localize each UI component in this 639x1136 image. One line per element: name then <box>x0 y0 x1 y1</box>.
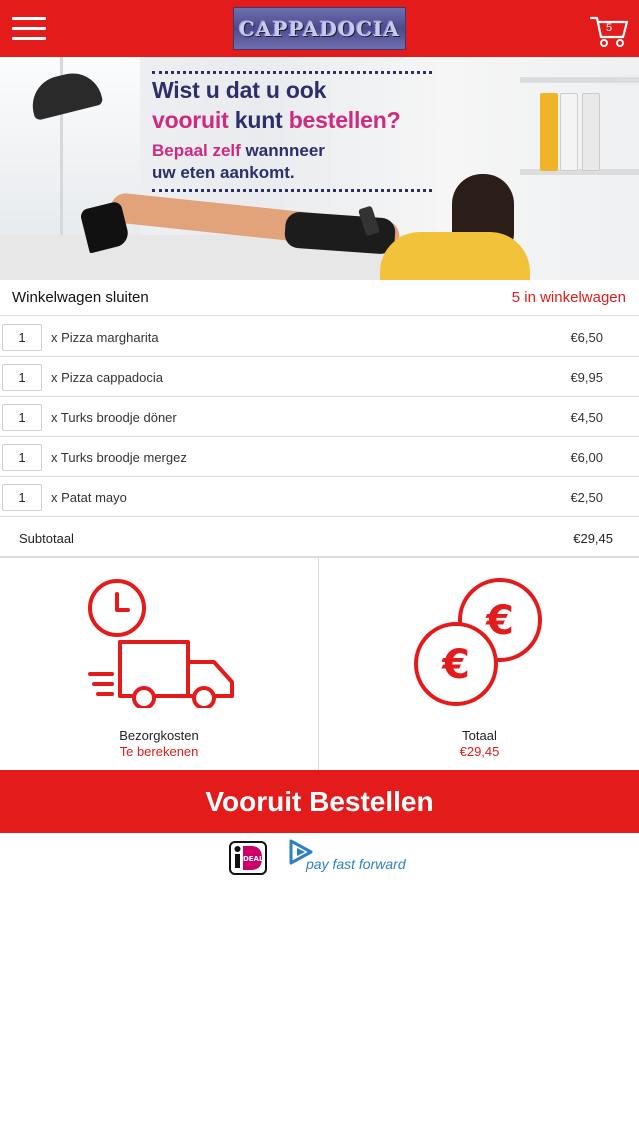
quantity-input[interactable]: 1 <box>2 484 42 511</box>
item-name: x Patat mayo <box>51 490 127 505</box>
item-name: x Turks broodje mergez <box>51 450 187 465</box>
pay-fast-forward-text: pay fast forward <box>306 856 406 872</box>
pay-fast-forward-logo <box>289 838 419 878</box>
item-price: €2,50 <box>570 490 603 505</box>
ideal-logo <box>229 841 267 875</box>
quantity-input[interactable]: 1 <box>2 324 42 351</box>
delivery-cost-panel <box>0 558 319 770</box>
subtotal-row <box>0 517 639 558</box>
delivery-cost-value: Te berekenen <box>119 744 199 759</box>
app-header <box>0 0 639 57</box>
cart-item-row <box>0 477 639 517</box>
delivery-truck-clock-icon <box>84 578 236 708</box>
total-value: €29,45 <box>459 744 500 759</box>
cart-item-row <box>0 357 639 397</box>
brand-logo[interactable] <box>233 7 406 50</box>
order-summary <box>0 558 639 770</box>
item-name: x Turks broodje döner <box>51 410 177 425</box>
cart-badge-count: 5 <box>605 22 613 34</box>
cart-count-label: 5 in winkelwagen <box>511 289 626 306</box>
banner-line-1: Wist u dat u ook <box>152 77 327 103</box>
order-ahead-button[interactable]: Vooruit Bestellen <box>0 770 639 833</box>
item-name: x Pizza cappadocia <box>51 370 164 385</box>
item-price: €6,50 <box>570 330 603 345</box>
subtotal-label: Subtotaal <box>19 531 74 546</box>
delivery-cost-label: Bezorgkosten <box>119 728 199 743</box>
quantity-input[interactable]: 1 <box>2 444 42 471</box>
item-price: €6,00 <box>570 450 603 465</box>
subtotal-value: €29,45 <box>573 531 613 546</box>
quantity-input[interactable]: 1 <box>2 364 42 391</box>
total-panel <box>320 558 639 770</box>
item-price: €9,95 <box>570 370 603 385</box>
promo-banner <box>0 57 639 280</box>
item-price: €4,50 <box>570 410 603 425</box>
euro-coins-icon <box>414 578 544 708</box>
svg-text:€: € <box>442 642 470 688</box>
shopping-cart-icon[interactable] <box>589 13 629 49</box>
hamburger-menu-icon[interactable] <box>12 16 46 42</box>
banner-line-3: Bepaal zelf wannneer <box>152 141 325 160</box>
item-name: x Pizza margharita <box>51 330 159 345</box>
cart-item-row <box>0 317 639 357</box>
cart-header <box>0 280 639 316</box>
cart-item-list <box>0 317 639 517</box>
svg-text:€: € <box>486 598 514 644</box>
svg-text:iDEAL: iDEAL <box>240 855 264 863</box>
quantity-input[interactable]: 1 <box>2 404 42 431</box>
banner-line-4: uw eten aankomt. <box>152 163 295 182</box>
total-label: Totaal <box>462 728 497 743</box>
cart-item-row <box>0 397 639 437</box>
close-cart-link[interactable]: Winkelwagen sluiten <box>12 289 149 306</box>
banner-line-2: vooruit kunt bestellen? <box>152 107 401 133</box>
brand-logo-text: CAPPADOCIA <box>238 16 401 41</box>
cart-item-row <box>0 437 639 477</box>
